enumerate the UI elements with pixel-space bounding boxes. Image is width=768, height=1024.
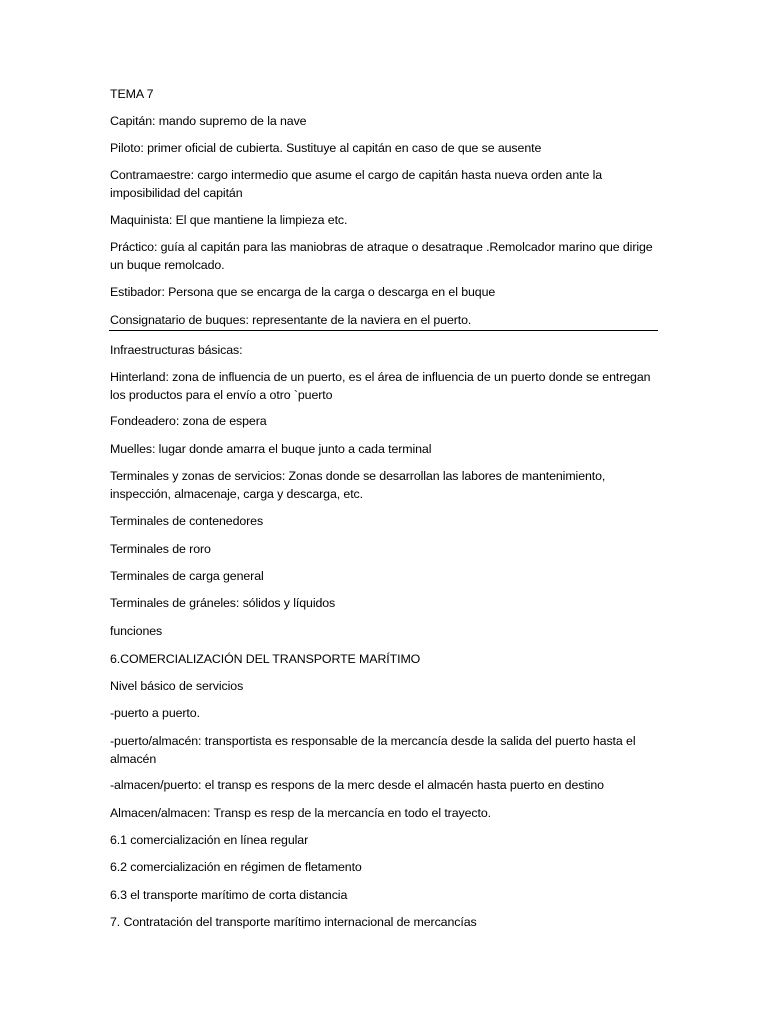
paragraph-maquinista: Maquinista: El que mantiene la limpieza etc.	[110, 213, 348, 227]
list-item-almacen-puerto: -almacen/puerto: el transp es respons de la merc desde el almacén hasta puerto en destino	[110, 778, 604, 792]
paragraph-hinterland: Hinterland: zona de influencia de un puerto, es el área de influencia de un puerto donde se entregan los productos para el envío a otro `puerto	[110, 370, 651, 402]
section-6-3: 6.3 el transporte marítimo de corta distancia	[110, 888, 348, 902]
list-item-puerto-almacen: -puerto/almacén: transportista es responsable de la mercancía desde la salida del puerto hasta el almacén	[110, 734, 636, 766]
section-6-2: 6.2 comercialización en régimen de fletamento	[110, 860, 362, 874]
horizontal-rule	[109, 330, 658, 331]
paragraph-contramaestre: Contramaestre: cargo intermedio que asume el cargo de capitán hasta nueva orden ante la imposibilidad del capitán	[110, 168, 603, 200]
paragraph-consignatario: Consignatario de buques: representante de la naviera en el puerto.	[110, 313, 472, 327]
heading-comercializacion: 6.COMERCIALIZACIÓN DEL TRANSPORTE MARÍTIMO	[110, 652, 421, 666]
paragraph-practico: Práctico: guía al capitán para las maniobras de atraque o desatraque .Remolcador marino que dirige un buque remolcado.	[110, 240, 653, 272]
section-6-1: 6.1 comercialización en línea regular	[110, 833, 309, 847]
paragraph-terminales-roro: Terminales de roro	[110, 542, 211, 556]
section-7: 7. Contratación del transporte marítimo internacional de mercancías	[110, 915, 477, 929]
paragraph-terminales-zonas: Terminales y zonas de servicios: Zonas donde se desarrollan las labores de mantenimiento, inspección, almacenaje, carga y descarga, etc.	[110, 469, 606, 501]
paragraph-capitan: Capitán: mando supremo de la nave	[110, 114, 307, 128]
paragraph-piloto: Piloto: primer oficial de cubierta. Sustituye al capitán en caso de que se ausente	[110, 141, 542, 155]
paragraph-fondeadero: Fondeadero: zona de espera	[110, 414, 267, 428]
paragraph-terminales-graneles: Terminales de gráneles: sólidos y líquidos	[110, 596, 336, 610]
paragraph-terminales-carga-general: Terminales de carga general	[110, 569, 264, 583]
paragraph-terminales-contenedores: Terminales de contenedores	[110, 514, 264, 528]
paragraph-funciones: funciones	[110, 624, 163, 638]
paragraph-nivel-basico: Nivel básico de servicios	[110, 679, 244, 693]
paragraph-estibador: Estibador: Persona que se encarga de la carga o descarga en el buque	[110, 285, 496, 299]
list-item-puerto-a-puerto: -puerto a puerto.	[110, 706, 200, 720]
paragraph-muelles: Muelles: lugar donde amarra el buque junto a cada terminal	[110, 442, 432, 456]
list-item-almacen-almacen: Almacen/almacen: Transp es resp de la mercancía en todo el trayecto.	[110, 806, 491, 820]
heading-tema-7: TEMA 7	[110, 87, 154, 101]
paragraph-infraestructuras: Infraestructuras básicas:	[110, 343, 243, 357]
